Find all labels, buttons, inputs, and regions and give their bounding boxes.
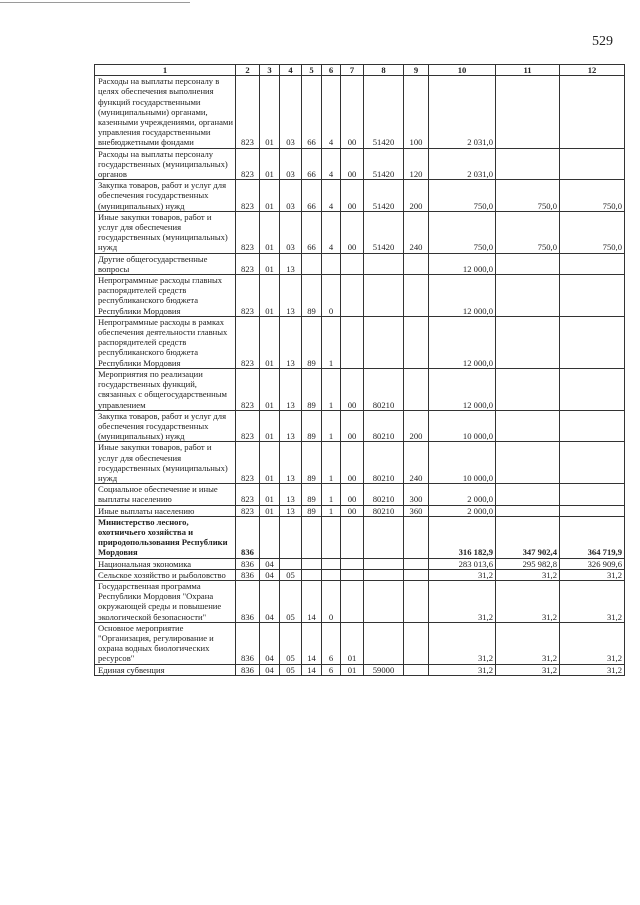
cell-amount-year1: 12 000,0 — [429, 368, 496, 410]
cell-expense-type — [404, 558, 429, 569]
cell-subsection: 05 — [280, 664, 302, 675]
cell-subsection: 05 — [280, 622, 302, 664]
cell-section: 04 — [260, 622, 280, 664]
cell-direction: 51420 — [364, 211, 404, 253]
cell-admin-code: 823 — [236, 505, 260, 516]
budget-table — [94, 64, 625, 676]
cell-subprogram: 4 — [322, 148, 341, 180]
page-number: 529 — [592, 34, 613, 49]
cell-amount-year1: 31,2 — [429, 664, 496, 675]
cell-subprogram: 4 — [322, 180, 341, 212]
cell-program: 14 — [302, 622, 322, 664]
cell-program: 14 — [302, 664, 322, 675]
cell-amount-year3: 31,2 — [560, 664, 625, 675]
cell-name: Другие общегосударственные вопросы — [95, 253, 236, 274]
cell-section: 01 — [260, 368, 280, 410]
cell-amount-year3 — [560, 148, 625, 180]
cell-name: Расходы на выплаты персоналу в целях обеспечения выполнения функций государственными (муниципальными) органами, казенными учреждениями, органами управления государственными внебюджетными фондами — [95, 76, 236, 148]
cell-amount-year2 — [496, 148, 560, 180]
cell-admin-code: 823 — [236, 253, 260, 274]
cell-subprogram: 6 — [322, 664, 341, 675]
cell-activity — [341, 253, 364, 274]
cell-subsection: 03 — [280, 148, 302, 180]
cell-name: Национальная экономика — [95, 558, 236, 569]
cell-subprogram: 1 — [322, 410, 341, 442]
cell-program — [302, 516, 322, 558]
table-row — [95, 253, 625, 274]
cell-amount-year1: 2 000,0 — [429, 484, 496, 505]
cell-expense-type — [404, 253, 429, 274]
cell-amount-year1: 31,2 — [429, 569, 496, 580]
cell-amount-year3: 750,0 — [560, 180, 625, 212]
cell-amount-year2 — [496, 253, 560, 274]
cell-amount-year2 — [496, 410, 560, 442]
cell-activity — [341, 580, 364, 622]
cell-admin-code: 823 — [236, 275, 260, 317]
cell-admin-code: 823 — [236, 180, 260, 212]
cell-subsection: 13 — [280, 253, 302, 274]
header-cell-8: 8 — [364, 65, 404, 76]
cell-activity: 00 — [341, 505, 364, 516]
cell-amount-year2 — [496, 368, 560, 410]
cell-amount-year2: 31,2 — [496, 664, 560, 675]
cell-expense-type: 120 — [404, 148, 429, 180]
cell-subprogram: 1 — [322, 505, 341, 516]
cell-direction — [364, 580, 404, 622]
cell-direction: 80210 — [364, 410, 404, 442]
cell-amount-year1: 10 000,0 — [429, 410, 496, 442]
cell-amount-year2 — [496, 275, 560, 317]
cell-amount-year3: 750,0 — [560, 211, 625, 253]
cell-direction: 80210 — [364, 505, 404, 516]
cell-activity: 00 — [341, 76, 364, 148]
cell-amount-year3 — [560, 410, 625, 442]
cell-admin-code: 836 — [236, 569, 260, 580]
cell-direction: 51420 — [364, 148, 404, 180]
cell-admin-code: 823 — [236, 442, 260, 484]
cell-direction: 80210 — [364, 484, 404, 505]
cell-name: Социальное обеспечение и иные выплаты населению — [95, 484, 236, 505]
cell-activity: 00 — [341, 211, 364, 253]
cell-amount-year2 — [496, 505, 560, 516]
table-row — [95, 580, 625, 622]
cell-program: 89 — [302, 505, 322, 516]
table-row — [95, 148, 625, 180]
table-row — [95, 368, 625, 410]
cell-name: Иные закупки товаров, работ и услуг для обеспечения государственных (муниципальных) нужд — [95, 442, 236, 484]
cell-amount-year3 — [560, 316, 625, 368]
table-row — [95, 442, 625, 484]
cell-direction — [364, 569, 404, 580]
cell-expense-type — [404, 664, 429, 675]
cell-subprogram — [322, 516, 341, 558]
table-row — [95, 664, 625, 675]
cell-name: Мероприятия по реализации государственных функций, связанных с общегосударственным управлением — [95, 368, 236, 410]
cell-amount-year3 — [560, 484, 625, 505]
cell-subsection: 13 — [280, 316, 302, 368]
cell-amount-year3 — [560, 442, 625, 484]
cell-expense-type: 200 — [404, 410, 429, 442]
cell-subsection: 13 — [280, 484, 302, 505]
cell-expense-type: 200 — [404, 180, 429, 212]
table-row — [95, 180, 625, 212]
cell-amount-year3: 31,2 — [560, 580, 625, 622]
table-header-row — [95, 65, 625, 76]
cell-activity — [341, 275, 364, 317]
cell-amount-year1: 316 182,9 — [429, 516, 496, 558]
cell-admin-code: 823 — [236, 368, 260, 410]
cell-admin-code: 836 — [236, 622, 260, 664]
cell-activity: 00 — [341, 484, 364, 505]
cell-subprogram: 4 — [322, 76, 341, 148]
header-cell-11: 11 — [496, 65, 560, 76]
header-cell-7: 7 — [341, 65, 364, 76]
table-row — [95, 516, 625, 558]
cell-expense-type: 100 — [404, 76, 429, 148]
cell-subprogram: 1 — [322, 368, 341, 410]
cell-program: 14 — [302, 580, 322, 622]
cell-direction: 80210 — [364, 442, 404, 484]
cell-program: 66 — [302, 211, 322, 253]
cell-subprogram: 4 — [322, 211, 341, 253]
cell-admin-code: 836 — [236, 580, 260, 622]
cell-subsection: 13 — [280, 410, 302, 442]
cell-amount-year3 — [560, 253, 625, 274]
cell-subsection — [280, 558, 302, 569]
table-row — [95, 622, 625, 664]
table-row — [95, 316, 625, 368]
table-body — [95, 65, 625, 676]
cell-amount-year2 — [496, 316, 560, 368]
header-cell-12: 12 — [560, 65, 625, 76]
cell-section: 04 — [260, 558, 280, 569]
cell-direction — [364, 316, 404, 368]
cell-section: 04 — [260, 580, 280, 622]
cell-amount-year1: 2 031,0 — [429, 76, 496, 148]
cell-subsection: 03 — [280, 180, 302, 212]
cell-amount-year3 — [560, 505, 625, 516]
cell-amount-year2 — [496, 442, 560, 484]
cell-expense-type — [404, 316, 429, 368]
cell-subsection: 13 — [280, 275, 302, 317]
cell-amount-year3 — [560, 368, 625, 410]
cell-section: 01 — [260, 253, 280, 274]
cell-name: Непрограммные расходы в рамках обеспечения деятельности главных распорядителей средств республиканского бюджета Республики Мордовия — [95, 316, 236, 368]
cell-amount-year1: 10 000,0 — [429, 442, 496, 484]
cell-name: Сельское хозяйство и рыболовство — [95, 569, 236, 580]
cell-activity: 01 — [341, 622, 364, 664]
header-cell-4: 4 — [280, 65, 302, 76]
table-row — [95, 76, 625, 148]
table-row — [95, 484, 625, 505]
cell-section: 01 — [260, 410, 280, 442]
cell-amount-year1: 750,0 — [429, 180, 496, 212]
header-cell-9: 9 — [404, 65, 429, 76]
cell-amount-year2 — [496, 76, 560, 148]
cell-expense-type: 240 — [404, 211, 429, 253]
cell-activity: 00 — [341, 442, 364, 484]
table-row — [95, 211, 625, 253]
cell-amount-year3: 31,2 — [560, 622, 625, 664]
cell-activity — [341, 316, 364, 368]
cell-activity: 00 — [341, 410, 364, 442]
cell-activity: 00 — [341, 180, 364, 212]
cell-amount-year2: 750,0 — [496, 180, 560, 212]
cell-direction: 51420 — [364, 180, 404, 212]
cell-section: 04 — [260, 569, 280, 580]
cell-admin-code: 823 — [236, 211, 260, 253]
header-cell-3: 3 — [260, 65, 280, 76]
cell-section: 01 — [260, 148, 280, 180]
cell-activity: 01 — [341, 664, 364, 675]
cell-subprogram: 1 — [322, 484, 341, 505]
cell-amount-year2: 295 982,8 — [496, 558, 560, 569]
cell-admin-code: 836 — [236, 516, 260, 558]
cell-amount-year3: 31,2 — [560, 569, 625, 580]
cell-section: 04 — [260, 664, 280, 675]
cell-activity — [341, 516, 364, 558]
scan-edge-line — [0, 2, 190, 3]
cell-subsection: 13 — [280, 368, 302, 410]
cell-amount-year2: 31,2 — [496, 580, 560, 622]
cell-section — [260, 516, 280, 558]
cell-direction: 80210 — [364, 368, 404, 410]
cell-name: Иные закупки товаров, работ и услуг для обеспечения государственных (муниципальных) нужд — [95, 211, 236, 253]
cell-direction — [364, 516, 404, 558]
cell-subprogram: 0 — [322, 580, 341, 622]
cell-program: 89 — [302, 410, 322, 442]
cell-subsection: 13 — [280, 505, 302, 516]
cell-name: Иные выплаты населению — [95, 505, 236, 516]
cell-name: Закупка товаров, работ и услуг для обеспечения государственных (муниципальных) нужд — [95, 180, 236, 212]
cell-section: 01 — [260, 316, 280, 368]
cell-amount-year2: 750,0 — [496, 211, 560, 253]
cell-section: 01 — [260, 275, 280, 317]
cell-expense-type — [404, 580, 429, 622]
cell-amount-year3 — [560, 275, 625, 317]
cell-expense-type — [404, 275, 429, 317]
cell-amount-year1: 283 013,6 — [429, 558, 496, 569]
cell-expense-type: 360 — [404, 505, 429, 516]
cell-name: Расходы на выплаты персоналу государственных (муниципальных) органов — [95, 148, 236, 180]
cell-subsection: 05 — [280, 569, 302, 580]
header-cell-1: 1 — [95, 65, 236, 76]
cell-amount-year2: 347 902,4 — [496, 516, 560, 558]
cell-admin-code: 823 — [236, 410, 260, 442]
cell-direction: 59000 — [364, 664, 404, 675]
header-cell-2: 2 — [236, 65, 260, 76]
cell-section: 01 — [260, 505, 280, 516]
cell-program: 89 — [302, 442, 322, 484]
cell-expense-type — [404, 569, 429, 580]
cell-activity — [341, 558, 364, 569]
cell-admin-code: 823 — [236, 316, 260, 368]
cell-amount-year1: 31,2 — [429, 622, 496, 664]
cell-name: Единая субвенция — [95, 664, 236, 675]
cell-subprogram — [322, 558, 341, 569]
cell-amount-year2 — [496, 484, 560, 505]
cell-subsection: 05 — [280, 580, 302, 622]
cell-name: Закупка товаров, работ и услуг для обеспечения государственных (муниципальных) нужд — [95, 410, 236, 442]
header-cell-6: 6 — [322, 65, 341, 76]
cell-section: 01 — [260, 180, 280, 212]
cell-section: 01 — [260, 211, 280, 253]
cell-expense-type: 240 — [404, 442, 429, 484]
cell-program: 66 — [302, 180, 322, 212]
cell-subprogram: 1 — [322, 316, 341, 368]
cell-program — [302, 558, 322, 569]
cell-program — [302, 569, 322, 580]
cell-activity: 00 — [341, 368, 364, 410]
cell-section: 01 — [260, 442, 280, 484]
cell-admin-code: 836 — [236, 664, 260, 675]
cell-admin-code: 823 — [236, 148, 260, 180]
cell-subsection: 03 — [280, 211, 302, 253]
cell-amount-year3 — [560, 76, 625, 148]
cell-direction — [364, 275, 404, 317]
cell-program: 89 — [302, 368, 322, 410]
cell-amount-year3: 364 719,9 — [560, 516, 625, 558]
cell-subprogram: 6 — [322, 622, 341, 664]
cell-program: 89 — [302, 316, 322, 368]
cell-program — [302, 253, 322, 274]
cell-program: 89 — [302, 275, 322, 317]
table-row — [95, 410, 625, 442]
cell-subprogram — [322, 569, 341, 580]
cell-direction — [364, 558, 404, 569]
cell-section: 01 — [260, 76, 280, 148]
cell-name: Непрограммные расходы главных распорядителей средств республиканского бюджета Республики Мордовия — [95, 275, 236, 317]
cell-expense-type: 300 — [404, 484, 429, 505]
cell-direction: 51420 — [364, 76, 404, 148]
cell-subsection: 13 — [280, 442, 302, 484]
cell-amount-year1: 2 000,0 — [429, 505, 496, 516]
cell-expense-type — [404, 516, 429, 558]
cell-admin-code: 823 — [236, 76, 260, 148]
cell-amount-year1: 31,2 — [429, 580, 496, 622]
cell-amount-year1: 12 000,0 — [429, 275, 496, 317]
cell-direction — [364, 253, 404, 274]
cell-name: Государственная программа Республики Мордовия "Охрана окружающей среды и повышение экологической безопасности" — [95, 580, 236, 622]
cell-amount-year3: 326 909,6 — [560, 558, 625, 569]
cell-subsection — [280, 516, 302, 558]
header-cell-10: 10 — [429, 65, 496, 76]
cell-subsection: 03 — [280, 76, 302, 148]
cell-name: Министерство лесного, охотничьего хозяйства и природопользования Республики Мордовия — [95, 516, 236, 558]
cell-amount-year2: 31,2 — [496, 622, 560, 664]
cell-expense-type — [404, 622, 429, 664]
cell-subprogram: 0 — [322, 275, 341, 317]
cell-amount-year1: 2 031,0 — [429, 148, 496, 180]
cell-admin-code: 823 — [236, 484, 260, 505]
cell-amount-year1: 12 000,0 — [429, 253, 496, 274]
cell-amount-year1: 750,0 — [429, 211, 496, 253]
cell-program: 89 — [302, 484, 322, 505]
cell-direction — [364, 622, 404, 664]
table-row — [95, 505, 625, 516]
cell-activity — [341, 569, 364, 580]
cell-subprogram: 1 — [322, 442, 341, 484]
cell-name: Основное мероприятие "Организация, регулирование и охрана водных биологических ресурсов" — [95, 622, 236, 664]
cell-section: 01 — [260, 484, 280, 505]
table-row — [95, 275, 625, 317]
cell-subprogram — [322, 253, 341, 274]
cell-amount-year1: 12 000,0 — [429, 316, 496, 368]
cell-expense-type — [404, 368, 429, 410]
cell-amount-year2: 31,2 — [496, 569, 560, 580]
cell-program: 66 — [302, 148, 322, 180]
cell-admin-code: 836 — [236, 558, 260, 569]
table-row — [95, 569, 625, 580]
cell-activity: 00 — [341, 148, 364, 180]
cell-program: 66 — [302, 76, 322, 148]
table-row — [95, 558, 625, 569]
header-cell-5: 5 — [302, 65, 322, 76]
